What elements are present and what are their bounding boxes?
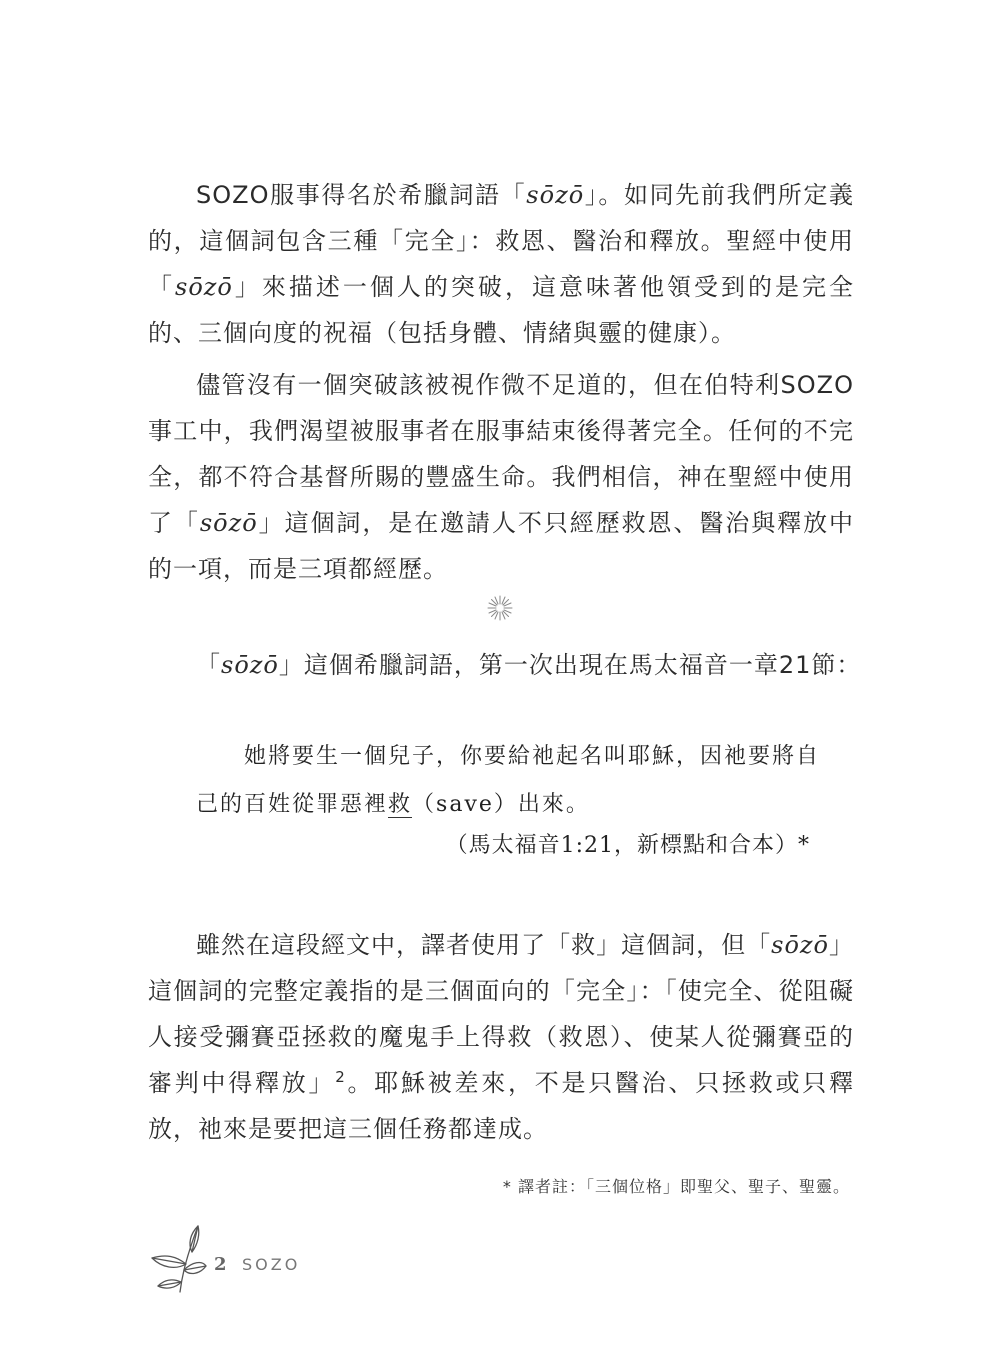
sunburst-ornament-icon — [486, 594, 514, 622]
scripture-quote-line-1: 她將要生一個兒子，你要給祂起名叫耶穌，因祂要將自 — [244, 744, 821, 769]
greek-term: sōzō — [175, 273, 233, 301]
greek-term: sōzō — [526, 181, 585, 209]
paragraph-3 — [148, 922, 854, 1152]
quote-emphasized-word: 救 — [388, 792, 413, 817]
translator-footnote: * 譯者註：「三個位格」即聖父、聖子、聖靈。 — [502, 1177, 850, 1196]
scripture-citation: （馬太福音1:21，新標點和合本）* — [445, 833, 810, 858]
intro-text-b: 」這個希臘詞語，第一次出現在馬太福音一章21節： — [278, 651, 862, 679]
intro-text-a: 「 — [196, 651, 221, 679]
running-title: SOZO — [242, 1255, 301, 1274]
page-number: 2 — [214, 1254, 227, 1275]
leaf-branch-icon — [146, 1218, 208, 1294]
paragraph-1 — [148, 172, 854, 356]
greek-term: sōzō — [221, 651, 279, 679]
page-footer — [146, 1218, 446, 1298]
paragraph-3-text-a: 雖然在這段經文中，譯者使用了「救」這個詞，但「 — [196, 931, 772, 959]
paragraph-2-text-b: 」這個詞，是在邀請人不只經歷救恩、醫治與釋放中的一項，而是三項都經歷。 — [148, 509, 855, 583]
greek-term: sōzō — [771, 931, 829, 959]
paragraph-1-text-b: 」。如同先前我們所定義的，這個詞包含三種「完全」：救恩、醫治和釋放。聖經中使用「 — [148, 181, 854, 301]
paragraph-1-text-a: SOZO服事得名於希臘詞語「 — [196, 181, 527, 209]
paragraph-3-text-c: 。耶穌被差來，不是只醫治、只拯救或只釋放，祂來是要把這三個任務都達成。 — [148, 1069, 855, 1143]
greek-term: sōzō — [199, 509, 258, 537]
paragraph-2 — [148, 362, 854, 592]
quote-line-2-text-a: 己的百姓從罪惡裡 — [196, 792, 389, 817]
scripture-intro — [196, 645, 861, 685]
paragraph-2-text-a: 儘管沒有一個突破該被視作微不足道的，但在伯特利SOZO事工中，我們渴望被服事者在服事結束後得著完全。任何的不完全，都不符合基督所賜的豐盛生命。我們相信，神在聖經中使用了「 — [148, 371, 854, 537]
footnote-ref: 2 — [335, 1068, 346, 1086]
scripture-quote-line-2 — [196, 778, 816, 832]
paragraph-3-text-b: 」這個詞的完整定義指的是三個面向的「完全」：「使完全、從阻礙人接受彌賽亞拯救的魔鬼手上得救（救恩）、使某人從彌賽亞的審判中得釋放」 — [148, 931, 855, 1097]
paragraph-1-text-c: 」來描述一個人的突破，這意味著他領受到的是完全的、三個向度的祝福（包括身體、情緒與靈的健康）。 — [148, 273, 855, 347]
quote-line-2-text-b: （save）出來。 — [412, 792, 590, 817]
